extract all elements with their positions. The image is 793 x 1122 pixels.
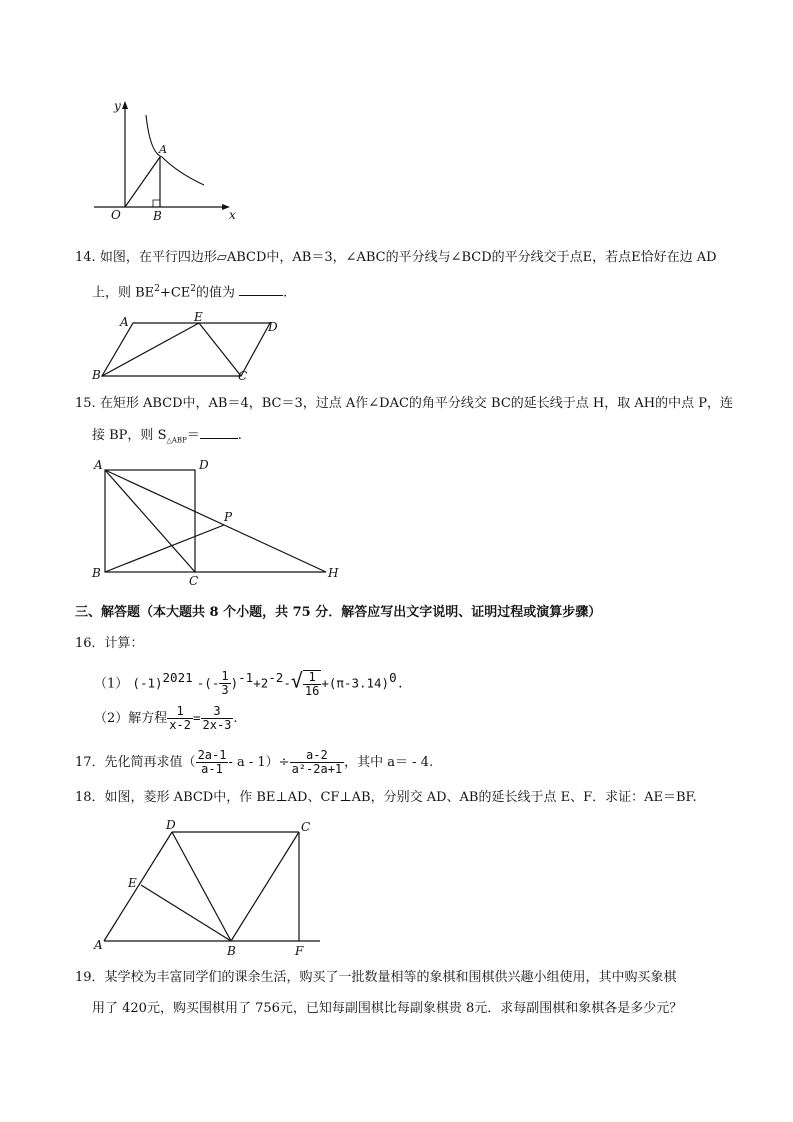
label-B: B bbox=[227, 944, 236, 958]
label-B: B bbox=[92, 368, 101, 382]
label-x: x bbox=[229, 208, 236, 222]
q15-text-1: 在矩形 ABCD中，AB＝4，BC＝3，过点 A作∠DAC的角平分线交 BC的延长线于点 H，取 AH的中点 P，连 bbox=[99, 396, 733, 411]
q16-p2-frac1 bbox=[167, 705, 193, 732]
label-y: y bbox=[114, 99, 121, 113]
label-C: C bbox=[189, 574, 199, 588]
q16-p1-t7: . bbox=[396, 675, 405, 691]
q16-p1-t2: -(- bbox=[196, 675, 220, 691]
q17-number: 17． bbox=[75, 755, 105, 770]
segment-CE bbox=[199, 323, 241, 376]
q17-mid: - a - 1）÷ bbox=[228, 755, 290, 770]
y-axis-arrow bbox=[122, 101, 128, 109]
q16-p1-t3: ) bbox=[230, 675, 239, 691]
q14-sq2: 2 bbox=[190, 284, 196, 294]
segment-EB bbox=[141, 885, 231, 941]
q17-pre: 先化简再求值（ bbox=[104, 755, 196, 770]
q16-p1-frac2-num: 1 bbox=[303, 671, 321, 685]
q16-p2-frac2 bbox=[201, 705, 234, 732]
q16-p2-frac2-den: 2x-3 bbox=[202, 718, 232, 732]
sqrt-sign: √ bbox=[290, 668, 303, 693]
q17-post: ，其中 a＝ - 4. bbox=[344, 755, 434, 770]
q19-text-1: 某学校为丰富同学们的课余生活，购买了一批数量相等的象棋和围棋供兴趣小组使用，其中购买象棋 bbox=[104, 970, 677, 985]
figure-q13 bbox=[88, 95, 248, 225]
label-E: E bbox=[194, 310, 203, 324]
q16-p2-frac2-num: 3 bbox=[201, 705, 234, 719]
segment-AD bbox=[104, 832, 172, 941]
q14-sq1: 2 bbox=[154, 284, 160, 294]
q16-p1-frac1-num: 1 bbox=[221, 669, 229, 684]
segment-AH bbox=[105, 470, 326, 572]
q16-p1-label: （1） bbox=[94, 676, 129, 692]
q15-text-2b: ＝ bbox=[186, 428, 200, 443]
q14-line2 bbox=[92, 280, 287, 302]
q15-sub: △ABP bbox=[166, 436, 187, 445]
segment-OA bbox=[125, 157, 160, 207]
q16-p2-frac1-num: 1 bbox=[167, 705, 193, 719]
q16-p2-end: . bbox=[233, 711, 238, 726]
q16-p1-t6: +(π-3.14) bbox=[321, 675, 390, 691]
q15-text-2a: 接 BP，则 S bbox=[92, 428, 167, 443]
q17-frac1-den: a-1 bbox=[201, 762, 223, 776]
label-A: A bbox=[120, 315, 129, 329]
q15-line1 bbox=[75, 395, 733, 413]
right-angle-mark bbox=[153, 200, 160, 207]
q18-number: 18． bbox=[75, 790, 105, 805]
q16-p1-e1: 2021 bbox=[162, 670, 193, 685]
q16-p1-e2: -1 bbox=[238, 670, 254, 685]
q15-answer-blank[interactable] bbox=[200, 426, 238, 439]
q17-frac1 bbox=[196, 749, 229, 776]
q14-answer-blank[interactable] bbox=[239, 283, 283, 296]
q19-number: 19． bbox=[75, 970, 105, 985]
q19-line2: 用了 420元，购买围棋用了 756元，已知每副围棋比每副象棋贵 8元．求每副围棋和象棋各是多少元？ bbox=[92, 1001, 683, 1016]
q16-p1-t4: +2 bbox=[253, 675, 269, 691]
label-F: F bbox=[295, 944, 304, 958]
q16-p2-frac1-den: x-2 bbox=[169, 718, 191, 732]
hyperbola-curve bbox=[146, 115, 204, 185]
q16-p1-frac2-den: 16 bbox=[304, 683, 320, 698]
label-A: A bbox=[94, 938, 103, 952]
q15-line2 bbox=[92, 426, 242, 450]
label-D: D bbox=[199, 458, 209, 472]
q14-text-2b: +CE bbox=[159, 285, 191, 301]
label-B: B bbox=[92, 566, 101, 580]
q19-line1 bbox=[75, 969, 677, 987]
q16-number: 16． bbox=[75, 636, 105, 651]
q14-number: 14. bbox=[75, 250, 96, 265]
segment-BP bbox=[105, 525, 224, 572]
figure-q14 bbox=[90, 310, 290, 384]
q16-part2 bbox=[94, 700, 238, 736]
q17-line bbox=[75, 745, 433, 781]
q16-p1-t5: - bbox=[283, 675, 291, 691]
q17-frac2-den: a²-2a+1 bbox=[291, 762, 343, 776]
q15-number: 15. bbox=[75, 396, 96, 411]
q16-p2-label: （2）解方程 bbox=[94, 711, 168, 726]
q17-frac2 bbox=[290, 749, 345, 776]
q16-p1-frac1-den: 3 bbox=[221, 683, 229, 698]
q14-text-2c: 的值为 bbox=[196, 285, 236, 301]
q16-title: 计算： bbox=[104, 636, 144, 651]
segment-CB bbox=[231, 832, 299, 941]
label-E: E bbox=[128, 876, 137, 890]
q18-text: 如图，菱形 ABCD中，作 BE⊥AD、CF⊥AB，分别交 AD、AB的延长线于点 E、F．求证：AE＝BF. bbox=[104, 790, 697, 805]
label-D: D bbox=[268, 320, 278, 334]
segment-AC bbox=[105, 470, 195, 572]
label-A: A bbox=[94, 458, 103, 472]
label-H: H bbox=[328, 566, 339, 580]
q16-p2-eq: = bbox=[192, 710, 201, 725]
q17-frac2-num: a-2 bbox=[290, 749, 345, 763]
q16-p1-e4: 0 bbox=[389, 670, 397, 685]
label-B: B bbox=[153, 209, 162, 223]
label-P: P bbox=[224, 510, 233, 524]
segment-DB bbox=[172, 832, 231, 941]
figure-q18 bbox=[90, 815, 330, 960]
q14-end: . bbox=[283, 285, 288, 301]
q14-text-1: 如图，在平行四边形▱ABCD中，AB＝3，∠ABC的平分线与∠BCD的平分线交于点E，若点E恰好在边 AD bbox=[99, 250, 717, 265]
q16-part1 bbox=[94, 660, 404, 696]
q16-p1-frac1 bbox=[219, 670, 230, 697]
q14-line1 bbox=[75, 249, 717, 267]
q16-title-line bbox=[75, 635, 144, 653]
q16-p1-e3: -2 bbox=[268, 670, 284, 685]
q16-p1-t1: (-1) bbox=[132, 675, 163, 691]
label-A: A bbox=[159, 143, 167, 156]
label-D: D bbox=[166, 818, 176, 832]
q15-end: . bbox=[237, 428, 242, 443]
q18-line bbox=[75, 789, 697, 807]
q16-p1-frac2 bbox=[303, 670, 321, 698]
label-C: C bbox=[301, 820, 311, 834]
section3-title: 三、解答题（本大题共 8 个小题，共 75 分．解答应写出文字说明、证明过程或演算步骤） bbox=[75, 605, 602, 620]
q14-text-2a: 上，则 BE bbox=[92, 285, 155, 301]
figure-q15 bbox=[90, 455, 350, 590]
label-C: C bbox=[238, 369, 248, 383]
label-O: O bbox=[111, 208, 121, 222]
q17-frac1-num: 2a-1 bbox=[197, 748, 227, 762]
segment-BE bbox=[102, 323, 199, 376]
